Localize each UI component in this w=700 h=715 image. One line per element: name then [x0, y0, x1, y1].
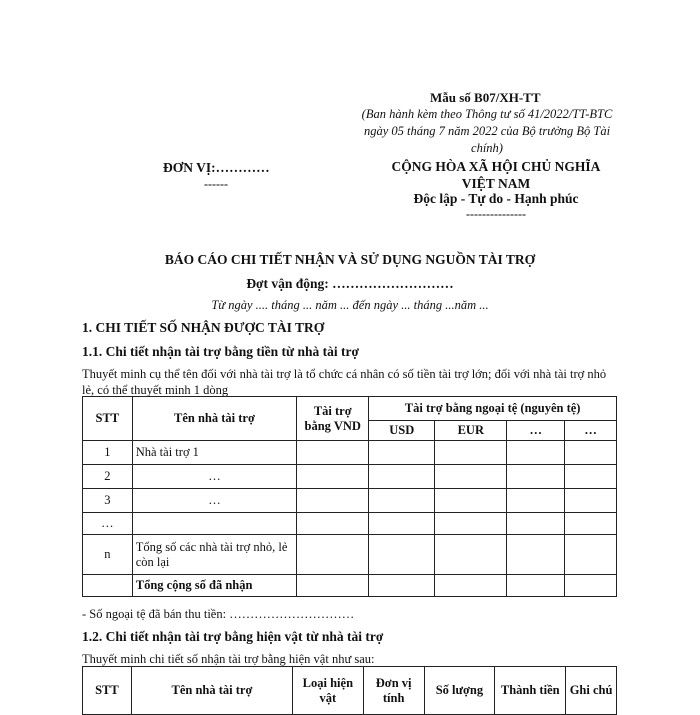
motto-line: ---------------	[466, 207, 526, 221]
row-name: Nhà tài trợ 1	[132, 441, 296, 465]
col-amount: Thành tiền	[495, 667, 566, 715]
form-code: Mẫu số B07/XH-TT	[430, 90, 541, 105]
table-row	[83, 535, 617, 575]
col-usd: USD	[369, 421, 435, 441]
col-item-type: Loại hiện vật	[293, 667, 364, 715]
row-stt: n	[83, 535, 133, 575]
col-donor-name: Tên nhà tài trợ	[132, 397, 296, 441]
col-eur: EUR	[435, 421, 507, 441]
col-vnd: Tài trợ bằng VND	[297, 397, 369, 441]
total-row	[83, 575, 617, 597]
nation-name: CỘNG HÒA XÃ HỘI CHỦ NGHĨA VIỆT NAM	[391, 159, 601, 191]
form-note: (Ban hành kèm theo Thông tư số 41/2022/TT-BTC ngày 05 tháng 7 năm 2022 của Bộ trưởng Bộ Tài chính)	[361, 107, 613, 155]
col-stt: STT	[83, 667, 132, 715]
col-quantity: Số lượng	[424, 667, 495, 715]
motto: Độc lập - Tự do - Hạnh phúc	[413, 191, 579, 206]
table-row	[83, 489, 617, 513]
col-note: Ghi chú	[566, 667, 617, 715]
row-name: …	[132, 465, 296, 489]
campaign-line: Đợt vận động: ………………………	[246, 276, 454, 291]
col-more-2: …	[565, 421, 617, 441]
row-name: …	[132, 489, 296, 513]
row-stt: 2	[83, 465, 133, 489]
row-stt: 1	[83, 441, 133, 465]
inkind-donations-table	[82, 666, 617, 715]
col-stt: STT	[83, 397, 133, 441]
col-foreign: Tài trợ bằng ngoại tệ (nguyên tệ)	[369, 397, 617, 421]
foreign-sold-line: - Số ngoại tệ đã bán thu tiền: …………………………	[82, 607, 355, 621]
table-row	[83, 465, 617, 489]
section1-heading: 1. CHI TIẾT SỐ NHẬN ĐƯỢC TÀI TRỢ	[82, 320, 325, 335]
row-name: Tổng số các nhà tài trợ nhỏ, lẻ còn lại	[132, 535, 296, 575]
unit-label: ĐƠN VỊ:…………	[163, 160, 270, 175]
period-line: Từ ngày .... tháng ... năm ... đến ngày ... tháng ...năm ...	[211, 298, 489, 312]
row-name	[132, 513, 296, 535]
col-more-1: …	[507, 421, 565, 441]
table-row	[83, 441, 617, 465]
col-unit: Đơn vị tính	[363, 667, 424, 715]
section1-2-heading: 1.2. Chi tiết nhận tài trợ bằng hiện vật từ nhà tài trợ	[82, 629, 384, 644]
col-donor-name: Tên nhà tài trợ	[131, 667, 292, 715]
section1-2-description: Thuyết minh chi tiết số nhận tài trợ bằng hiện vật như sau:	[82, 652, 375, 666]
total-label: Tổng cộng số đã nhận	[132, 575, 296, 597]
section1-1-heading: 1.1. Chi tiết nhận tài trợ bằng tiền từ nhà tài trợ	[82, 344, 359, 359]
cash-donations-table	[82, 396, 617, 597]
unit-dash: ------	[204, 177, 228, 191]
report-title: BÁO CÁO CHI TIẾT NHẬN VÀ SỬ DỤNG NGUỒN TÀI TRỢ	[164, 252, 536, 267]
section1-1-description: Thuyết minh cụ thể tên đối với nhà tài trợ là tổ chức cá nhân có số tiền tài trợ lớn; đối với nhà tài trợ nhỏ lẻ, có thể thuyết minh 1 dòng	[82, 367, 607, 397]
row-stt: 3	[83, 489, 133, 513]
row-stt: …	[83, 513, 133, 535]
table-row	[83, 513, 617, 535]
